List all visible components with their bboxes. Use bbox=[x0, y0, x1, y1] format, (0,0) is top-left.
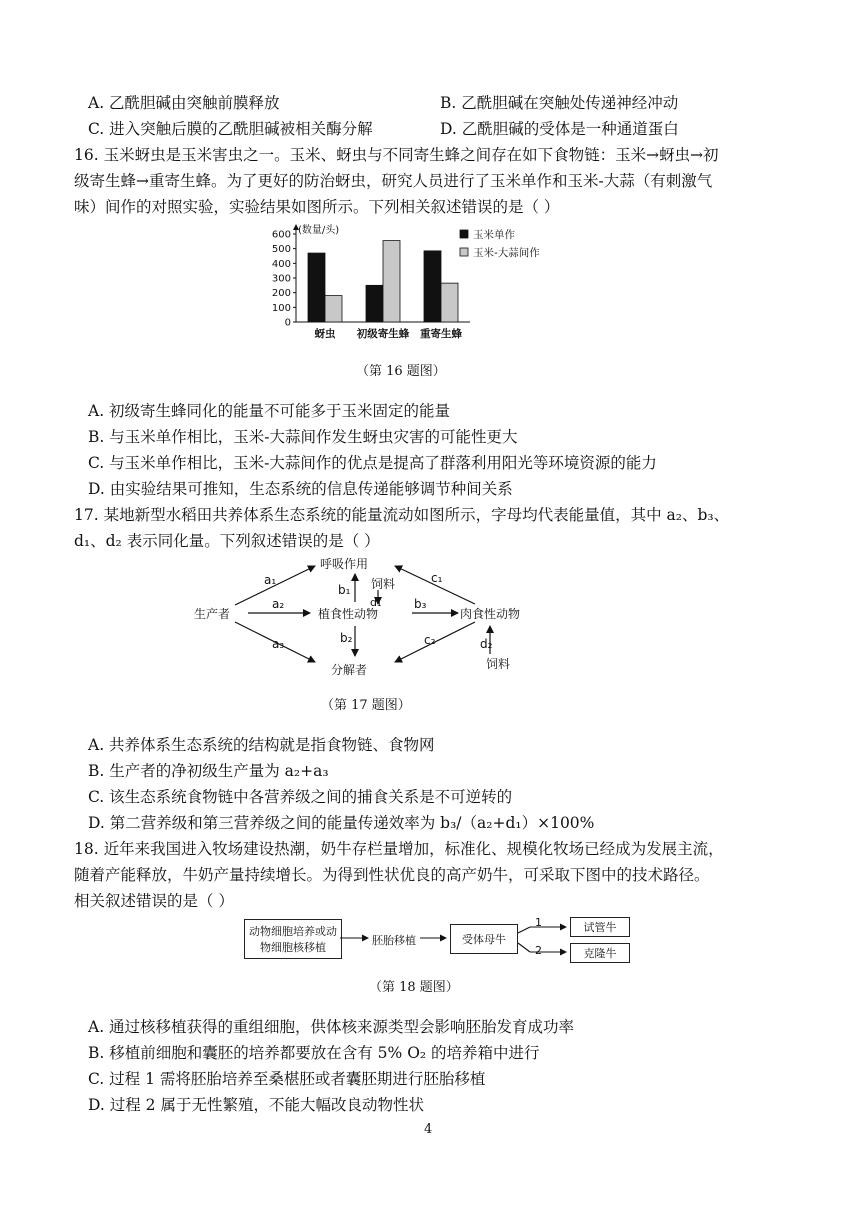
bar bbox=[424, 251, 441, 322]
q16-option-b: B. 与玉米单作相比，玉米-大蒜间作发生蚜虫灾害的可能性更大 bbox=[88, 428, 518, 446]
y-tick-label: 100 bbox=[271, 302, 291, 314]
q18-caption: （第 18 题图） bbox=[369, 980, 459, 995]
node-herbivore: 植食性动物 bbox=[318, 607, 379, 621]
q15-option-c: C. 进入突触后膜的乙酰胆碱被相关酶分解 bbox=[88, 120, 373, 138]
q16-stem-line1: 16. 玉米蚜虫是玉米害虫之一。玉米、蚜虫与不同寄生蜂之间存在如下食物链：玉米→蚜虫→初 bbox=[74, 146, 719, 164]
bar bbox=[441, 283, 458, 322]
q18-option-d: D. 过程 2 属于无性繁殖，不能大幅改良动物性状 bbox=[88, 1096, 424, 1114]
q17-caption: （第 17 题图） bbox=[321, 698, 411, 713]
q18-option-a: A. 通过核移植获得的重组细胞，供体核来源类型会影响胚胎发育成功率 bbox=[88, 1018, 575, 1036]
q18-option-b: B. 移植前细胞和囊胚的培养都要放在含有 5% O₂ 的培养箱中进行 bbox=[88, 1044, 540, 1062]
flow-path-1-label: 1 bbox=[535, 916, 542, 929]
q15-option-b: B. 乙酰胆碱在突触处传递神经冲动 bbox=[440, 94, 679, 112]
q18-stem-line1: 18. 近年来我国进入牧场建设热潮，奶牛存栏量增加，标准化、规模化牧场已经成为发展主流， bbox=[74, 840, 724, 858]
y-tick-label: 400 bbox=[271, 258, 291, 270]
label-c2: c₂ bbox=[424, 633, 436, 647]
node-respiration: 呼吸作用 bbox=[320, 557, 369, 571]
q17-option-d: D. 第二营养级和第三营养级之间的能量传递效率为 b₃/（a₂+d₁）×100% bbox=[88, 814, 595, 832]
legend-swatch bbox=[460, 230, 468, 238]
q17-energy-flow-diagram bbox=[190, 552, 570, 682]
q16-stem-line3: 味）间作的对照实验，实验结果如图所示。下列相关叙述错误的是（ ） bbox=[74, 198, 560, 216]
q18-stem-line3: 相关叙述错误的是（ ） bbox=[74, 892, 234, 910]
flow-embryo-transfer: 胚胎移植 bbox=[372, 934, 416, 947]
q17-stem-line2: d₁、d₂ 表示同化量。下列叙述错误的是（ ） bbox=[74, 532, 380, 550]
bar bbox=[366, 285, 383, 322]
node-producer: 生产者 bbox=[194, 607, 231, 621]
bar bbox=[308, 253, 325, 322]
flow-box-cell-culture: 动物细胞培养或动物细胞核移植 bbox=[244, 919, 342, 959]
flow-box-cloned-calf: 克隆牛 bbox=[570, 943, 630, 963]
q17-option-c: C. 该生态系统食物链中各营养级之间的捕食关系是不可逆转的 bbox=[88, 788, 513, 806]
q15-option-d: D. 乙酰胆碱的受体是一种通道蛋白 bbox=[440, 120, 679, 138]
y-axis-label: (数量/头) bbox=[298, 225, 340, 236]
label-d2: d₂ bbox=[480, 637, 493, 651]
q16-bar-chart bbox=[260, 222, 590, 352]
node-carnivore: 肉食性动物 bbox=[460, 607, 521, 621]
x-tick-label: 初级寄生蜂 bbox=[356, 328, 410, 340]
q16-stem-line2: 级寄生蜂→重寄生蜂。为了更好的防治蚜虫，研究人员进行了玉米单作和玉米-大蒜（有刺激气 bbox=[74, 172, 713, 190]
q16-option-c: C. 与玉米单作相比，玉米-大蒜间作的优点是提高了群落利用阳光等环境资源的能力 bbox=[88, 454, 657, 472]
label-a3: a₃ bbox=[272, 637, 285, 651]
label-b3: b₃ bbox=[414, 597, 427, 611]
q17-option-b: B. 生产者的净初级生产量为 a₂+a₃ bbox=[88, 762, 329, 780]
q18-stem-line2: 随着产能释放，牛奶产量持续增长。为得到性状优良的高产奶牛，可采取下图中的技术路径。 bbox=[74, 866, 710, 884]
bar bbox=[383, 241, 400, 322]
y-tick-label: 200 bbox=[271, 288, 291, 300]
bar bbox=[325, 296, 342, 322]
q17-option-a: A. 共养体系生态系统的结构就是指食物链、食物网 bbox=[88, 736, 435, 754]
label-a1: a₁ bbox=[264, 573, 277, 587]
page-number: 4 bbox=[424, 1122, 433, 1137]
label-d1: d₁ bbox=[370, 596, 382, 609]
label-b2: b₂ bbox=[340, 631, 353, 645]
q16-option-a: A. 初级寄生蜂同化的能量不可能多于玉米固定的能量 bbox=[88, 402, 451, 420]
label-c1: c₁ bbox=[431, 571, 443, 585]
q18-flow-diagram bbox=[244, 916, 664, 966]
q15-option-a: A. 乙酰胆碱由突触前膜释放 bbox=[88, 94, 280, 112]
label-a2: a₂ bbox=[272, 597, 285, 611]
q16-option-d: D. 由实验结果可推知，生态系统的信息传递能够调节种间关系 bbox=[88, 480, 513, 498]
node-feed2: 饲料 bbox=[486, 657, 511, 671]
node-feed1: 饲料 bbox=[371, 577, 396, 591]
q16-caption: （第 16 题图） bbox=[356, 364, 446, 379]
x-tick-label: 蚜虫 bbox=[314, 328, 336, 340]
node-decomposer: 分解者 bbox=[331, 663, 368, 677]
q18-option-c: C. 过程 1 需将胚胎培养至桑椹胚或者囊胚期进行胚胎移植 bbox=[88, 1070, 486, 1088]
legend-label: 玉米单作 bbox=[473, 229, 515, 241]
y-tick-label: 300 bbox=[271, 273, 291, 285]
flow-box-recipient-cow: 受体母牛 bbox=[450, 924, 518, 954]
label-b1: b₁ bbox=[338, 583, 351, 597]
flow-box-ivf-calf: 试管牛 bbox=[570, 917, 630, 937]
x-tick-label: 重寄生蜂 bbox=[420, 328, 462, 340]
y-tick-label: 500 bbox=[271, 244, 291, 256]
y-tick-label: 600 bbox=[271, 229, 291, 241]
q17-stem-line1: 17. 某地新型水稻田共养体系生态系统的能量流动如图所示，字母均代表能量值，其中 a₂、b₃、 bbox=[74, 506, 730, 524]
y-tick-label: 0 bbox=[284, 317, 291, 329]
flow-arrows bbox=[244, 916, 664, 966]
legend-label: 玉米-大蒜间作 bbox=[473, 247, 540, 259]
flow-path-2-label: 2 bbox=[535, 944, 542, 957]
legend-swatch bbox=[460, 248, 468, 256]
